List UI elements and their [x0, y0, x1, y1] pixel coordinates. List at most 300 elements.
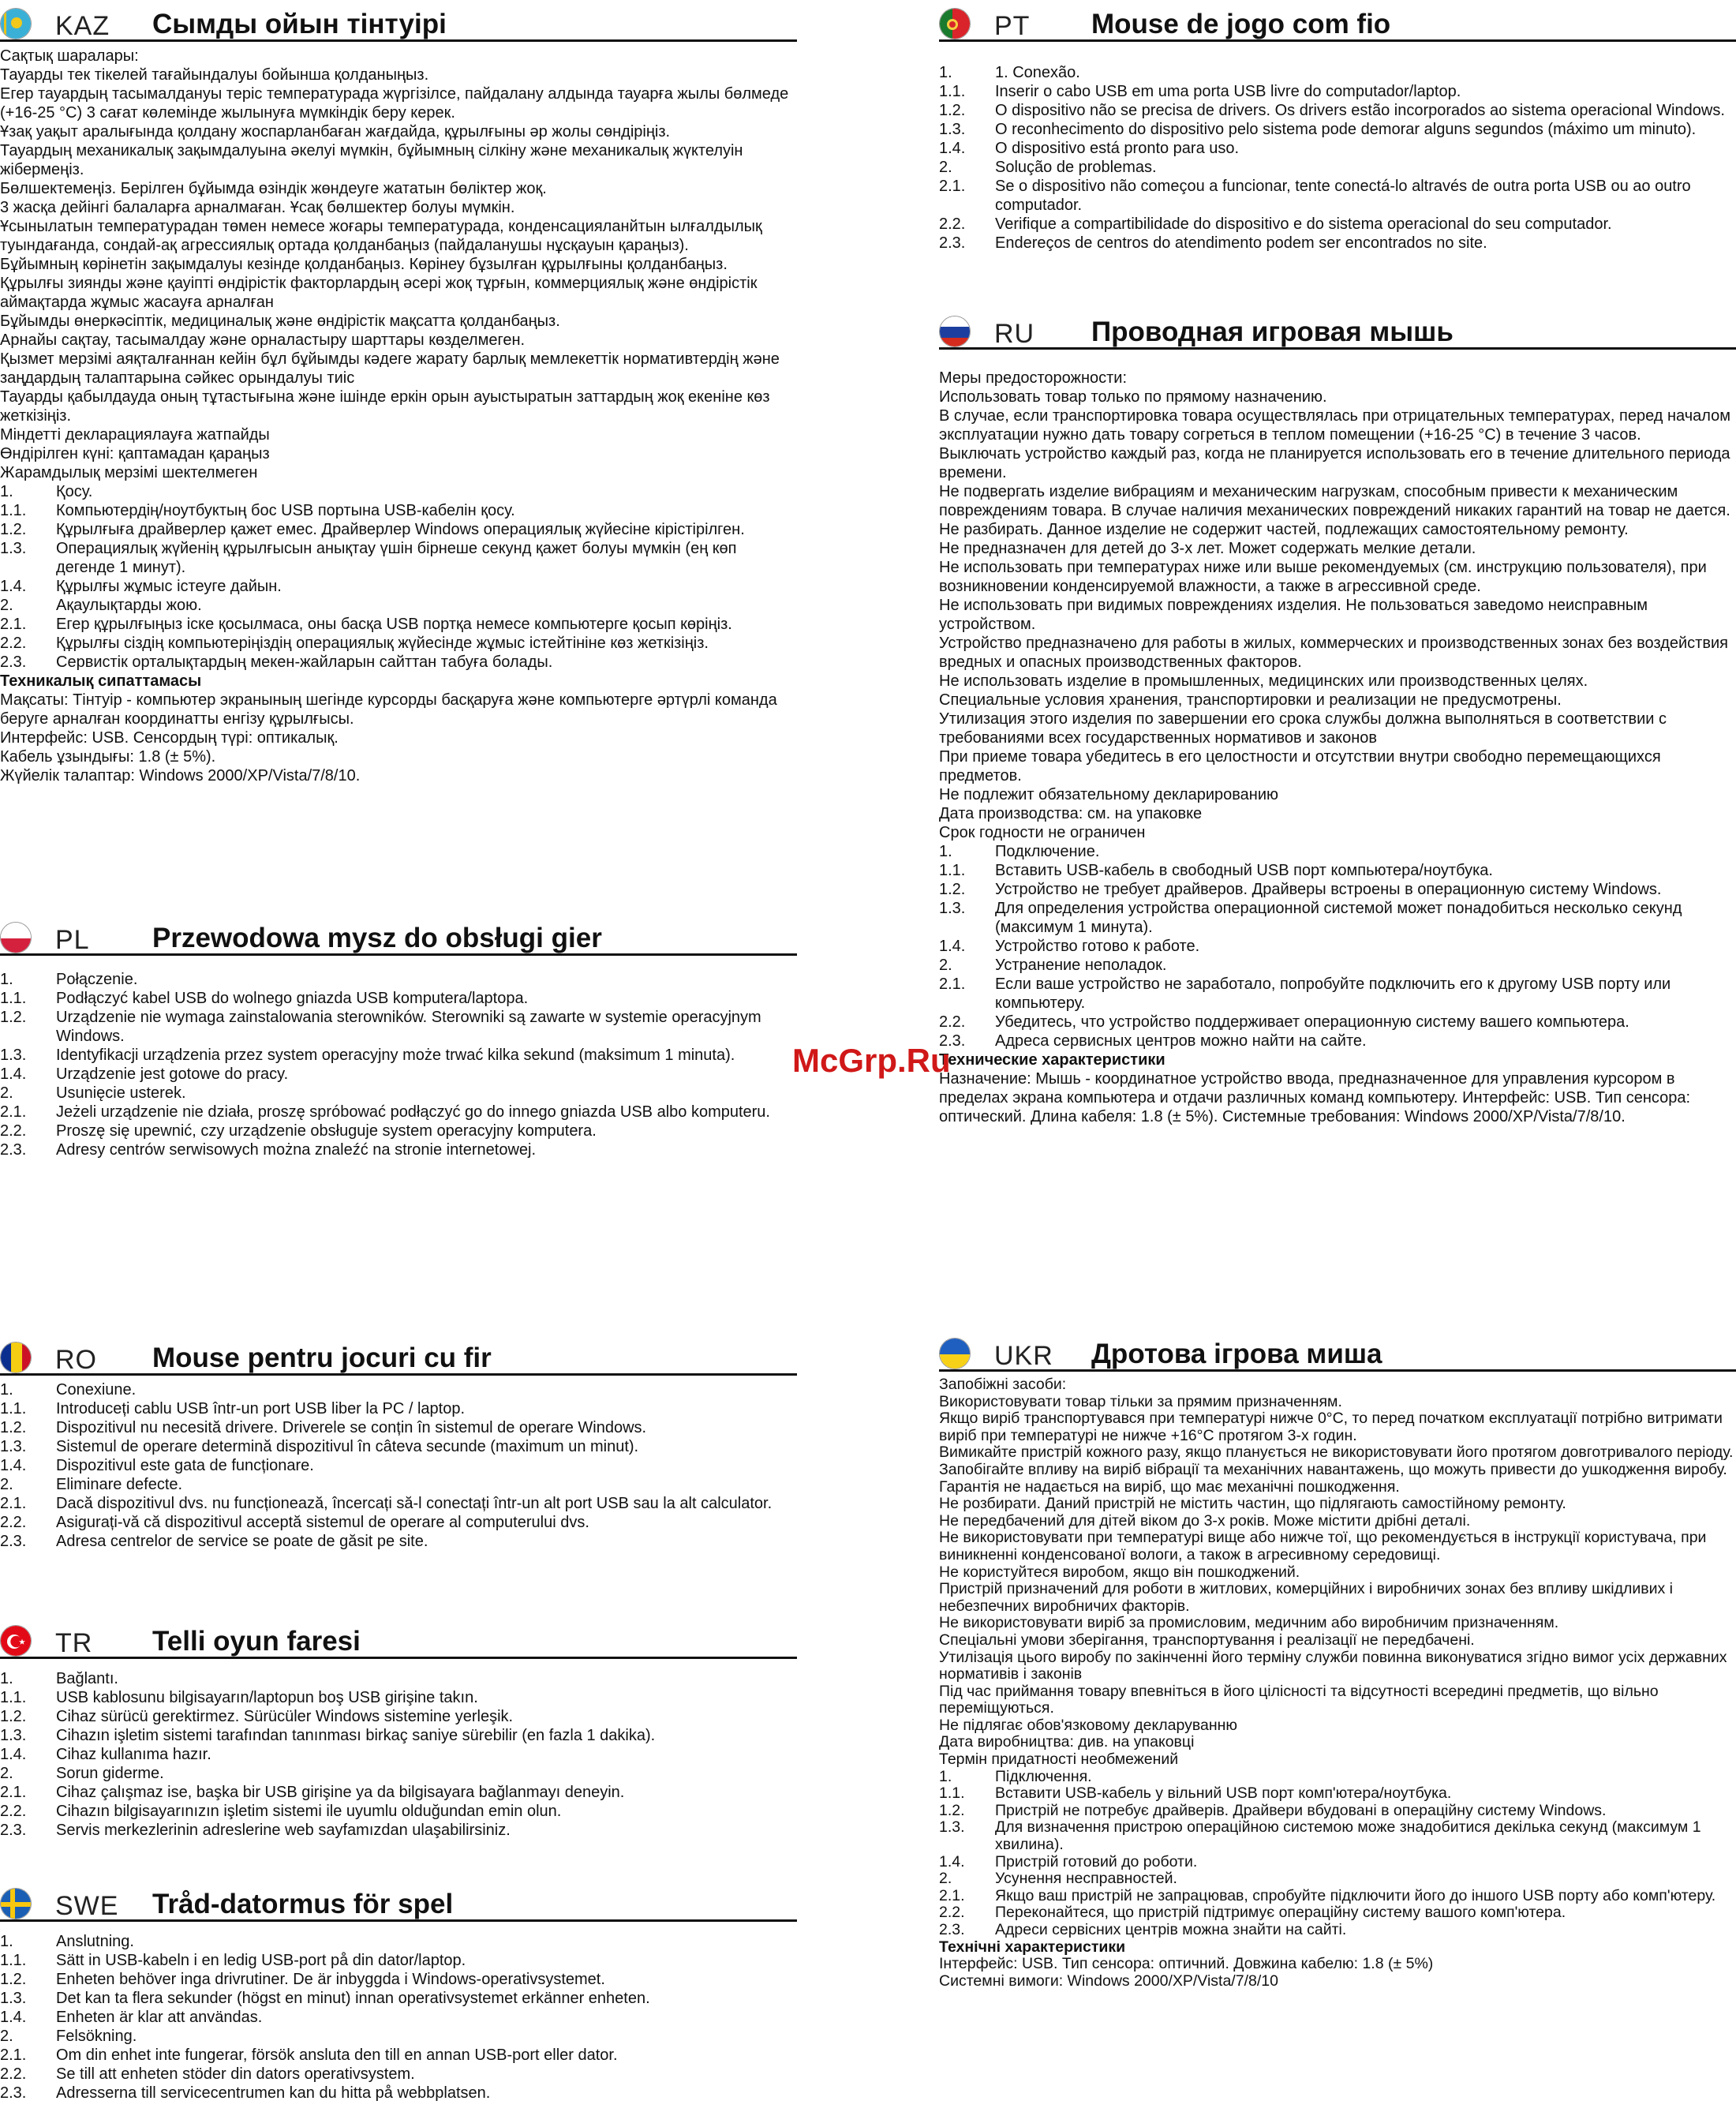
item-text: Если ваше устройство не заработало, попробуйте подключить его к другому USB порту или компьютеру.	[995, 975, 1671, 1012]
item-text: Підключення.	[995, 1767, 1092, 1785]
text-line: При приеме товара убедитесь в его целостности и отсутствии внутри свободно перемещающихся предметов.	[939, 748, 1661, 785]
list-item	[0, 1008, 797, 1046]
section-title: Mouse de jogo com fio	[1091, 9, 1391, 39]
list-item	[939, 880, 1736, 899]
item-text: Połączenie.	[56, 971, 138, 988]
item-number: 1.2.	[0, 1971, 27, 1988]
list-item	[939, 158, 1736, 177]
section-title: Przewodowa mysz do obsługi gier	[152, 923, 602, 953]
list-item	[939, 1769, 1736, 1786]
list-item	[0, 1065, 797, 1084]
section-body	[939, 369, 1736, 1126]
list-item	[0, 1821, 797, 1840]
item-text: Adresa centrelor de service se poate de găsit pe site.	[56, 1533, 428, 1550]
item-text: Устройство готово к работе.	[995, 938, 1200, 955]
text-line: Использовать товар только по прямому назначению.	[939, 388, 1327, 406]
section-body	[939, 63, 1736, 253]
list-item	[0, 2065, 797, 2084]
item-number: 2.3.	[939, 234, 966, 252]
text-line: 3 жасқа дейінгі балаларға арналмаған. Ұсақ бөлшектер болуы мүмкін.	[0, 199, 515, 216]
item-number: 2.1.	[0, 1103, 27, 1121]
text-line: Меры предосторожности:	[939, 369, 1128, 387]
item-number: 1.3.	[939, 900, 966, 917]
section-header	[0, 1340, 797, 1376]
text-line: Утилізація цього виробу по закінченні його терміну служби повинна виконуватися згідно вимог усіх державних нормативів і законів	[939, 1648, 1727, 1683]
text-line: Ұсынылатын температурадан төмен немесе жоғары температурада, конденсацияланйтын ылғалдылық туындағанда, сондай-ақ агрессиялық ортада қолданбаңыз (пайдаланушы нұсқауын қараңыз).	[0, 218, 762, 254]
text-line: Не користуйтеся виробом, якщо він пошкоджений.	[939, 1563, 1300, 1581]
list-item	[939, 139, 1736, 158]
item-text: Вставить USB-кабель в свободный USB порт компьютера/ноутбука.	[995, 862, 1493, 879]
list-item	[939, 861, 1736, 880]
item-text: Құрылғы жұмыс істеуге дайын.	[56, 578, 282, 595]
item-number: 1.1.	[0, 502, 27, 519]
list-item	[939, 1819, 1736, 1853]
item-number: 1.2.	[0, 1419, 27, 1436]
item-number: 1.1.	[0, 990, 27, 1007]
list-item	[939, 63, 1736, 82]
section-ru	[939, 314, 1736, 1126]
kazakhstan-flag-icon	[0, 8, 32, 39]
text-line: Не предназначен для детей до 3-х лет. Может содержать мелкие детали.	[939, 540, 1476, 557]
text-line: Не использовать при видимых повреждениях изделия. Не пользоваться заведомо неисправным устройством.	[939, 597, 1648, 633]
item-number: 2.	[0, 2028, 13, 2045]
item-text: Құрылғыға драйверлер қажет емес. Драйверлер Windows операциялық жүйесіне кірістірілген.	[56, 521, 745, 538]
item-number: 2.3.	[939, 1032, 966, 1050]
section-pl	[0, 920, 797, 1159]
item-text: Servis merkezlerinin adreslerine web sayfamızdan ulaşabilirsiniz.	[56, 1822, 511, 1839]
text-line: Бөлшектемеңіз. Берілген бұйымда өзіндік жөндеуге жататын бөліктер жоқ.	[0, 180, 547, 197]
item-number: 1.	[0, 1381, 13, 1399]
item-text: Introduceți cablu USB într-un port USB liber la PC / laptop.	[56, 1400, 466, 1417]
item-text: Для визначення пристрою операційною системою може знадобитися декілька секунд (максимум 1 хвилина).	[995, 1818, 1701, 1854]
language-code: PT	[994, 11, 1031, 41]
item-text: Verifique a compartibilidade do dispositivo e do sistema operacional do seu computador.	[995, 215, 1612, 233]
item-text: Endereços de centros do atendimento podem ser encontrados no site.	[995, 234, 1487, 252]
text-line: Дата производства: см. на упаковке	[939, 805, 1203, 822]
item-text: Адреси сервісних центрів можна знайти на сайті.	[995, 1921, 1347, 1938]
item-text: Jeżeli urządzenie nie działa, proszę spróbować podłączyć go do innego gniazda USB albo komputeru.	[56, 1103, 770, 1121]
item-number: 1.3.	[0, 1727, 27, 1744]
text-line: Дата виробництва: див. на упаковці	[939, 1733, 1195, 1751]
text-line: Егер тауардың тасымалдануы теріс температурада жүргізілсе, пайдалану алдында тауарға жылы бөлмеде (+16-25 °С) 3 сағат көлемінде жылынуға мүмкіндік беру керек.	[0, 85, 789, 122]
text-line: Термін придатності необмежений	[939, 1751, 1179, 1769]
list-item	[0, 653, 797, 672]
item-text: Adresy centrów serwisowych można znaleźć na stronie internetowej.	[56, 1141, 537, 1159]
watermark-text: McGrp.Ru	[792, 1042, 951, 1079]
item-number: 1.2.	[0, 521, 27, 538]
list-item	[0, 482, 797, 501]
text-line: Құрылғы зиянды және қауіпті өндірістік факторлардың әсері жоқ тұрғын, коммерциялық және өндірістік аймақтарда жұмыс жасауға арналған	[0, 275, 758, 311]
section-header	[0, 6, 797, 42]
item-number: 1.4.	[0, 578, 27, 595]
item-text: Podłączyć kabel USB do wolnego gniazda USB komputera/laptopa.	[56, 990, 529, 1007]
item-number: 1.4.	[0, 1457, 27, 1474]
item-text: Bağlantı.	[56, 1670, 118, 1687]
item-number: 1.	[0, 971, 13, 988]
list-item	[0, 2046, 797, 2065]
item-number: 1.3.	[939, 1818, 965, 1837]
item-number: 2.	[939, 159, 952, 176]
language-code: UKR	[994, 1341, 1053, 1371]
item-text: Eliminare defecte.	[56, 1476, 183, 1493]
item-number: 1.4.	[0, 1746, 27, 1763]
list-item	[0, 1122, 797, 1140]
list-item	[0, 615, 797, 634]
item-text: Usunięcie usterek.	[56, 1084, 186, 1102]
section-body	[0, 1932, 797, 2103]
list-item	[0, 1745, 797, 1764]
text-line: Выключать устройство каждый раз, когда не планируется использовать его в течение длительного периода времени.	[939, 445, 1730, 481]
list-item	[0, 2027, 797, 2046]
list-item	[939, 1803, 1736, 1820]
item-number: 2.3.	[0, 2084, 27, 2102]
list-item	[939, 215, 1736, 234]
text-line: Срок годности не ограничен	[939, 824, 1146, 841]
list-item	[0, 1084, 797, 1103]
tech-specs-heading: Технические характеристики	[939, 1051, 1165, 1069]
item-number: 1.2.	[0, 1708, 27, 1725]
text-line: Өндірілген күні: қаптамадан қараңыз	[0, 445, 270, 462]
text-line: Не використовувати при температурі вище або нижче тої, що рекомендується в інструкції користувача, при виникненні конденсованої вологи, а також в агресивному середовищі.	[939, 1529, 1707, 1563]
item-number: 2.1.	[0, 616, 27, 633]
list-item	[939, 975, 1736, 1013]
item-number: 1.3.	[0, 1438, 27, 1455]
item-number: 1.	[939, 1767, 952, 1785]
text-line: Сақтық шаралары:	[0, 47, 139, 65]
item-number: 1.2.	[0, 1009, 27, 1026]
item-text: Det kan ta flera sekunder (högst en minut) innan operativsystemet erkänner enheten.	[56, 1990, 650, 2007]
item-number: 2.1.	[0, 1784, 27, 1801]
item-number: 1.3.	[0, 1047, 27, 1064]
list-item	[939, 956, 1736, 975]
item-number: 2.3.	[0, 1822, 27, 1839]
item-number: 2.	[0, 1765, 13, 1782]
item-text: Cihaz çalışmaz ise, başka bir USB girişine ya da bilgisayara bağlanmayı deneyin.	[56, 1784, 625, 1801]
poland-flag-icon	[0, 922, 32, 953]
list-item	[939, 1888, 1736, 1905]
list-item	[0, 1688, 797, 1707]
item-text: Urządzenie jest gotowe do pracy.	[56, 1065, 289, 1083]
text-line: Специальные условия хранения, транспортировки и реализации не предусмотрены.	[939, 691, 1562, 709]
item-number: 1.	[0, 483, 13, 500]
text-line: Ұзақ уақыт аралығында қолдану жоспарланбаған жағдайда, құрылғыны әр жолы сөндіріңіз.	[0, 123, 671, 140]
item-text: Устройство не требует драйверов. Драйверы встроены в операционную систему Windows.	[995, 881, 1662, 898]
list-item	[0, 970, 797, 989]
list-item	[939, 1854, 1736, 1871]
list-item	[0, 1103, 797, 1122]
item-text: Егер құрылғыңыз іске қосылмаса, оны басқа USB портқа немесе компьютерге қосып көріңіз.	[56, 616, 732, 633]
tech-specs-heading: Техникалық сипаттамасы	[0, 672, 202, 690]
item-text: Om din enhet inte fungerar, försök ansluta den till en annan USB-port eller dator.	[56, 2046, 618, 2064]
text-line: Не передбачений для дітей віком до 3-х років. Може містити дрібні деталі.	[939, 1511, 1471, 1530]
section-body	[0, 1380, 797, 1551]
text-line: Не использовать изделие в промышленных, медицинских или производственных целях.	[939, 672, 1588, 690]
item-text: Переконайтеся, що пристрій підтримує операційну систему вашого комп'ютера.	[995, 1904, 1566, 1922]
item-number: 2.2.	[939, 215, 966, 233]
list-item	[0, 2084, 797, 2103]
text-line: Не розбирати. Даний пристрій не містить частин, що підлягають самостійному ремонту.	[939, 1495, 1566, 1513]
item-text: Se o dispositivo não começou a funcionar, tente conectá-lo altravés de outra porta USB ou ao outro computador.	[995, 178, 1691, 214]
text-line: Не підлягає обов'язковому декларуванню	[939, 1716, 1237, 1734]
section-body	[939, 1376, 1736, 1990]
ukraine-flag-icon	[939, 1338, 971, 1369]
list-item	[0, 1532, 797, 1551]
item-text: Пристрій не потребує драйверів. Драйвери вбудовані в операційну систему Windows.	[995, 1801, 1607, 1819]
list-item	[0, 1707, 797, 1726]
item-text: Adresserna till servicecentrumen kan du hitta på webbplatsen.	[56, 2084, 491, 2102]
item-text: Se till att enheten stöder din dators operativsystem.	[56, 2065, 415, 2083]
list-item	[939, 1013, 1736, 1032]
item-number: 2.2.	[0, 1803, 27, 1820]
text-line: Кабель ұзындығы: 1.8 (± 5%).	[0, 748, 216, 766]
item-text: Cihaz kullanıma hazır.	[56, 1746, 211, 1763]
section-header	[939, 6, 1736, 42]
text-line: Вимикайте пристрій кожного разу, якщо планується не використовувати його протягом довготривалого періоду.	[939, 1444, 1734, 1462]
item-text: Inserir o cabo USB em uma porta USB livre do computador/laptop.	[995, 83, 1461, 100]
item-number: 1.	[939, 843, 952, 860]
text-line: Пристрій призначений для роботи в житлових, комерційних і виробничих зонах без впливу шкідливих і небезпечних виробничих факторів.	[939, 1580, 1673, 1615]
item-number: 2.2.	[939, 1904, 965, 1922]
list-item	[939, 1785, 1736, 1803]
item-text: Anslutning.	[56, 1933, 134, 1950]
list-item	[0, 1970, 797, 1989]
list-item	[0, 501, 797, 520]
text-line: Бұйымды өнеркәсіптік, медициналық және өндірістік мақсатта қолданбаңыз.	[0, 313, 560, 330]
section-title: Telli oyun faresi	[152, 1626, 361, 1657]
section-body	[0, 47, 797, 785]
item-text: Proszę się upewnić, czy urządzenie obsługuje system operacyjny komputera.	[56, 1122, 597, 1140]
item-number: 2.1.	[939, 975, 966, 993]
item-number: 1.1.	[0, 1952, 27, 1969]
item-number: 2.2.	[0, 2065, 27, 2083]
item-text: Urządzenie nie wymaga zainstalowania sterowników. Sterowniki są zawarte w systemie operacyjnym Windows.	[56, 1009, 761, 1045]
list-item	[0, 1989, 797, 2008]
list-item	[0, 1140, 797, 1159]
text-line: Не разбирать. Данное изделие не содержит частей, подлежащих самостоятельному ремонту.	[939, 521, 1629, 538]
item-text: Dacă dispozitivul dvs. nu funcționează, încercați să-l conectați într-un alt port USB sau la alt calculator.	[56, 1495, 773, 1512]
list-item	[0, 596, 797, 615]
list-item	[939, 1870, 1736, 1888]
section-header	[0, 920, 797, 956]
language-code: KAZ	[55, 11, 110, 41]
item-text: Для определения устройства операционной системой может понадобиться несколько секунд (максимум 1 минута).	[995, 900, 1682, 936]
tech-specs-heading: Технічні характеристики	[939, 1938, 1126, 1956]
item-text: Убедитесь, что устройство поддерживает операционную систему вашего компьютера.	[995, 1013, 1629, 1031]
list-item	[939, 82, 1736, 101]
item-text: Dispozitivul este gata de funcționare.	[56, 1457, 314, 1474]
list-item	[939, 101, 1736, 120]
text-line: Жүйелік талаптар: Windows 2000/XP/Vista/7/8/10.	[0, 767, 361, 785]
text-line: Бұйымның көрінетін зақымдалуы кезінде қолданбаңыз. Көрінеу бұзылған құрылғыны қолданбаңыз.	[0, 256, 728, 273]
item-number: 2.2.	[0, 635, 27, 652]
text-line: Міндетті декларациялауға жатпайды	[0, 426, 270, 444]
item-text: O reconhecimento do dispositivo pelo sistema pode demorar alguns segundos (máximo um minuto).	[995, 121, 1697, 138]
item-number: 2.1.	[939, 178, 966, 195]
item-text: Cihaz sürücü gerektirmez. Sürücüler Windows sistemine yerleşik.	[56, 1708, 514, 1725]
item-text: Компьютердің/ноутбуктың бос USB портына USB-кабелін қосу.	[56, 502, 515, 519]
item-number: 2.1.	[0, 1495, 27, 1512]
text-line: Запобігайте впливу на виріб вібрації та механічних навантажень, що можуть привести до ушкодження виробу. Гарантія не надається на виріб, що має механічні пошкодження.	[939, 1460, 1727, 1496]
list-item	[0, 1951, 797, 1970]
item-text: Пристрій готовий до роботи.	[995, 1852, 1198, 1870]
text-line: В случае, если транспортировка товара осуществлялась при отрицательных температурах, перед началом эксплуатации нужно дать товару согреться в теплом помещении (+16-25 °С) в течение 3 часов.	[939, 407, 1731, 444]
text-line: Не подвергать изделие вибрациям и механическим нагрузкам, способным привести к механическим повреждениям товара. В случае наличия механических повреждений никаких гарантий на товар не дается.	[939, 483, 1730, 519]
item-text: Sistemul de operare determină dispozitivul în câteva secunde (maximum un minut).	[56, 1438, 639, 1455]
text-line: Використовувати товар тільки за прямим призначенням.	[939, 1392, 1342, 1410]
text-line: Тауардың механикалық зақымдалуына әкелуі мүмкін, бұйымның сілкіну және механикалық жүктелуін жібермеңіз.	[0, 142, 743, 178]
item-number: 1.2.	[939, 102, 966, 119]
text-line: Устройство предназначено для работы в жилых, коммерческих и производственных зонах без воздействия вредных и опасных производственных факторов.	[939, 635, 1728, 671]
list-item	[0, 989, 797, 1008]
item-text: Asigurați-vă că dispozitivul acceptă sistemul de operare al computerului dvs.	[56, 1514, 589, 1531]
language-code: SWE	[55, 1891, 119, 1921]
list-item	[939, 234, 1736, 253]
list-item	[0, 539, 797, 577]
item-text: Conexiune.	[56, 1381, 137, 1399]
list-item	[0, 1764, 797, 1783]
item-text: Устранение неполадок.	[995, 957, 1167, 974]
item-number: 2.3.	[0, 1533, 27, 1550]
list-item	[939, 899, 1736, 937]
list-item	[0, 2008, 797, 2027]
item-text: Операциялық жүйенің құрылғысын анықтау үшін бірнеше секунд қажет болуы мүмкін (ең көп дегенде 1 минут).	[56, 540, 737, 576]
language-code: TR	[55, 1628, 93, 1658]
item-number: 1.1.	[939, 1784, 965, 1803]
list-item	[939, 1922, 1736, 1939]
list-item	[0, 1046, 797, 1065]
text-line: Інтерфейс: USB. Тип сенсора: оптичний. Довжина кабелю: 1.8 (± 5%)	[939, 1955, 1434, 1973]
section-swe	[0, 1886, 797, 2103]
section-title: Tråd-datormus för spel	[152, 1889, 454, 1919]
item-number: 1.3.	[0, 540, 27, 557]
text-line: Қызмет мерзімі аяқталғаннан кейін бұл бұйымды кәдеге жарату барлық мемлекеттік нормативтердің және заңдардың талаптарына сәйкес орындалуы тиіс	[0, 350, 780, 387]
portugal-flag-icon	[939, 8, 971, 39]
list-item	[939, 120, 1736, 139]
item-number: 1.3.	[0, 1990, 27, 2007]
section-ro	[0, 1340, 797, 1551]
item-number: 1.1.	[0, 1400, 27, 1417]
russia-flag-icon	[939, 316, 971, 347]
item-number: 2.3.	[939, 1921, 965, 1938]
list-item	[0, 1456, 797, 1475]
item-text: Dispozitivul nu necesită drivere. Driverele se conțin în sistemul de operare Windows.	[56, 1419, 647, 1436]
item-text: O dispositivo está pronto para uso.	[995, 140, 1240, 157]
text-line: Интерфейс: USB. Сенсордың түрі: оптикалық.	[0, 729, 339, 747]
item-text: Құрылғы сіздің компьютеріңіздің операциялық жүйесінде жұмыс істейтініне көз жеткізіңіз.	[56, 635, 709, 652]
item-text: Подключение.	[995, 843, 1100, 860]
item-text: Вставити USB-кабель у вільний USB порт комп'ютера/ноутбука.	[995, 1784, 1452, 1803]
item-number: 1.2.	[939, 881, 966, 898]
list-item	[0, 1494, 797, 1513]
list-item	[0, 634, 797, 653]
text-line: Системні вимоги: Windows 2000/XP/Vista/7/8/10	[939, 1972, 1278, 1990]
text-line: Не подлежит обязательному декларированию	[939, 786, 1278, 803]
text-line: Тауарды қабылдауда оның тұтастығына және ішінде еркін орын ауыстыратын заттардың жоқ екеніне көз жеткізіңіз.	[0, 388, 770, 425]
section-title: Дротова ігрова миша	[1091, 1339, 1382, 1369]
item-number: 2.1.	[0, 2046, 27, 2064]
text-line: Запобіжні засоби:	[939, 1376, 1067, 1393]
item-text: Қосу.	[56, 483, 93, 500]
list-item	[939, 1904, 1736, 1922]
item-text: Адреса сервисных центров можно найти на сайте.	[995, 1032, 1367, 1050]
item-text: O dispositivo não se precisa de drivers. Os drivers estão incorporados ao sistema operacional Windows.	[995, 102, 1725, 119]
item-text: Enheten är klar att användas.	[56, 2009, 263, 2026]
list-item	[939, 842, 1736, 861]
language-code: PL	[55, 925, 90, 955]
text-line: Арнайы сақтау, тасымалдау және орналастыру шарттары көзделмеген.	[0, 331, 526, 349]
item-number: 2.3.	[0, 653, 27, 671]
section-header	[939, 314, 1736, 350]
text-line: Жарамдылық мерзімі шектелмеген	[0, 464, 258, 481]
item-number: 2.	[0, 597, 13, 614]
item-text: Якщо ваш пристрій не запрацював, спробуйте підключити його до іншого USB порту або комп'ютеру.	[995, 1886, 1716, 1904]
section-tr	[0, 1623, 797, 1840]
item-text: 1. Conexão.	[995, 64, 1080, 81]
text-line: Спеціальні умови зберігання, транспортування і реалізації не передбачені.	[939, 1631, 1475, 1649]
item-text: Ақаулықтарды жою.	[56, 597, 202, 614]
romania-flag-icon	[0, 1342, 32, 1373]
item-text: Identyfikacji urządzenia przez system operacyjny może trwać kilka sekund (maksimum 1 minuta).	[56, 1047, 735, 1064]
item-number: 2.	[939, 1870, 952, 1888]
text-line: Тауарды тек тікелей тағайындалуы бойынша қолданыңыз.	[0, 66, 429, 84]
item-number: 1.4.	[0, 1065, 27, 1083]
item-text: Усунення несправностей.	[995, 1870, 1177, 1888]
section-body	[0, 970, 797, 1159]
item-number: 2.2.	[0, 1514, 27, 1531]
language-code: RU	[994, 319, 1035, 349]
item-text: Sorun giderme.	[56, 1765, 164, 1782]
turkey-flag-icon	[0, 1625, 32, 1657]
list-item	[0, 1726, 797, 1745]
item-number: 1.1.	[0, 1689, 27, 1706]
item-number: 2.	[0, 1084, 13, 1102]
text-line: Назначение: Мышь - координатное устройство ввода, предназначенное для управления курсором в пределах экрана компьютера и отдачи различных команд компьютеру. Интерфейс: USB. Тип сенсора: оптический. Длина кабеля: 1.8 (± 5%). Системные требования: Windows 2000/XP/Vista/7/8/10.	[939, 1070, 1691, 1125]
item-text: Felsökning.	[56, 2028, 137, 2045]
item-number: 2.3.	[0, 1141, 27, 1159]
item-number: 2.1.	[939, 1886, 965, 1904]
text-line: Мақсаты: Тінтуір - компьютер экранының шегінде курсорды басқаруға және компьютерге әртүрлі команда беруге арналған координатты енгізу құрылғысы.	[0, 691, 777, 728]
list-item	[0, 1475, 797, 1494]
section-kaz	[0, 6, 797, 785]
item-number: 1.4.	[0, 2009, 27, 2026]
section-title: Mouse pentru jocuri cu fir	[152, 1342, 492, 1373]
item-number: 2.	[939, 957, 952, 974]
list-item	[0, 1802, 797, 1821]
section-header	[0, 1623, 797, 1659]
item-text: Сервистік орталықтардың мекен-жайларын сайттан табуға болады.	[56, 653, 553, 671]
text-line: Не використовувати виріб за промисловим, медичним або виробничим призначенням.	[939, 1614, 1559, 1632]
list-item	[0, 520, 797, 539]
item-text: Cihazın bilgisayarınızın işletim sistemi ile uyumlu olduğundan emin olun.	[56, 1803, 562, 1820]
section-pt	[939, 6, 1736, 253]
item-number: 1.4.	[939, 140, 966, 157]
item-text: USB kablosunu bilgisayarın/laptopun boş USB girişine takın.	[56, 1689, 478, 1706]
item-number: 2.	[0, 1476, 13, 1493]
item-text: Solução de problemas.	[995, 159, 1157, 176]
item-number: 1.	[0, 1933, 13, 1950]
item-number: 1.4.	[939, 1852, 965, 1870]
list-item	[0, 1669, 797, 1688]
list-item	[0, 1513, 797, 1532]
list-item	[939, 937, 1736, 956]
item-number: 1.	[0, 1670, 13, 1687]
sweden-flag-icon	[0, 1888, 32, 1919]
list-item	[0, 1783, 797, 1802]
list-item	[0, 1399, 797, 1418]
section-header	[939, 1336, 1736, 1372]
language-code: RO	[55, 1345, 97, 1375]
item-number: 1.4.	[939, 938, 966, 955]
